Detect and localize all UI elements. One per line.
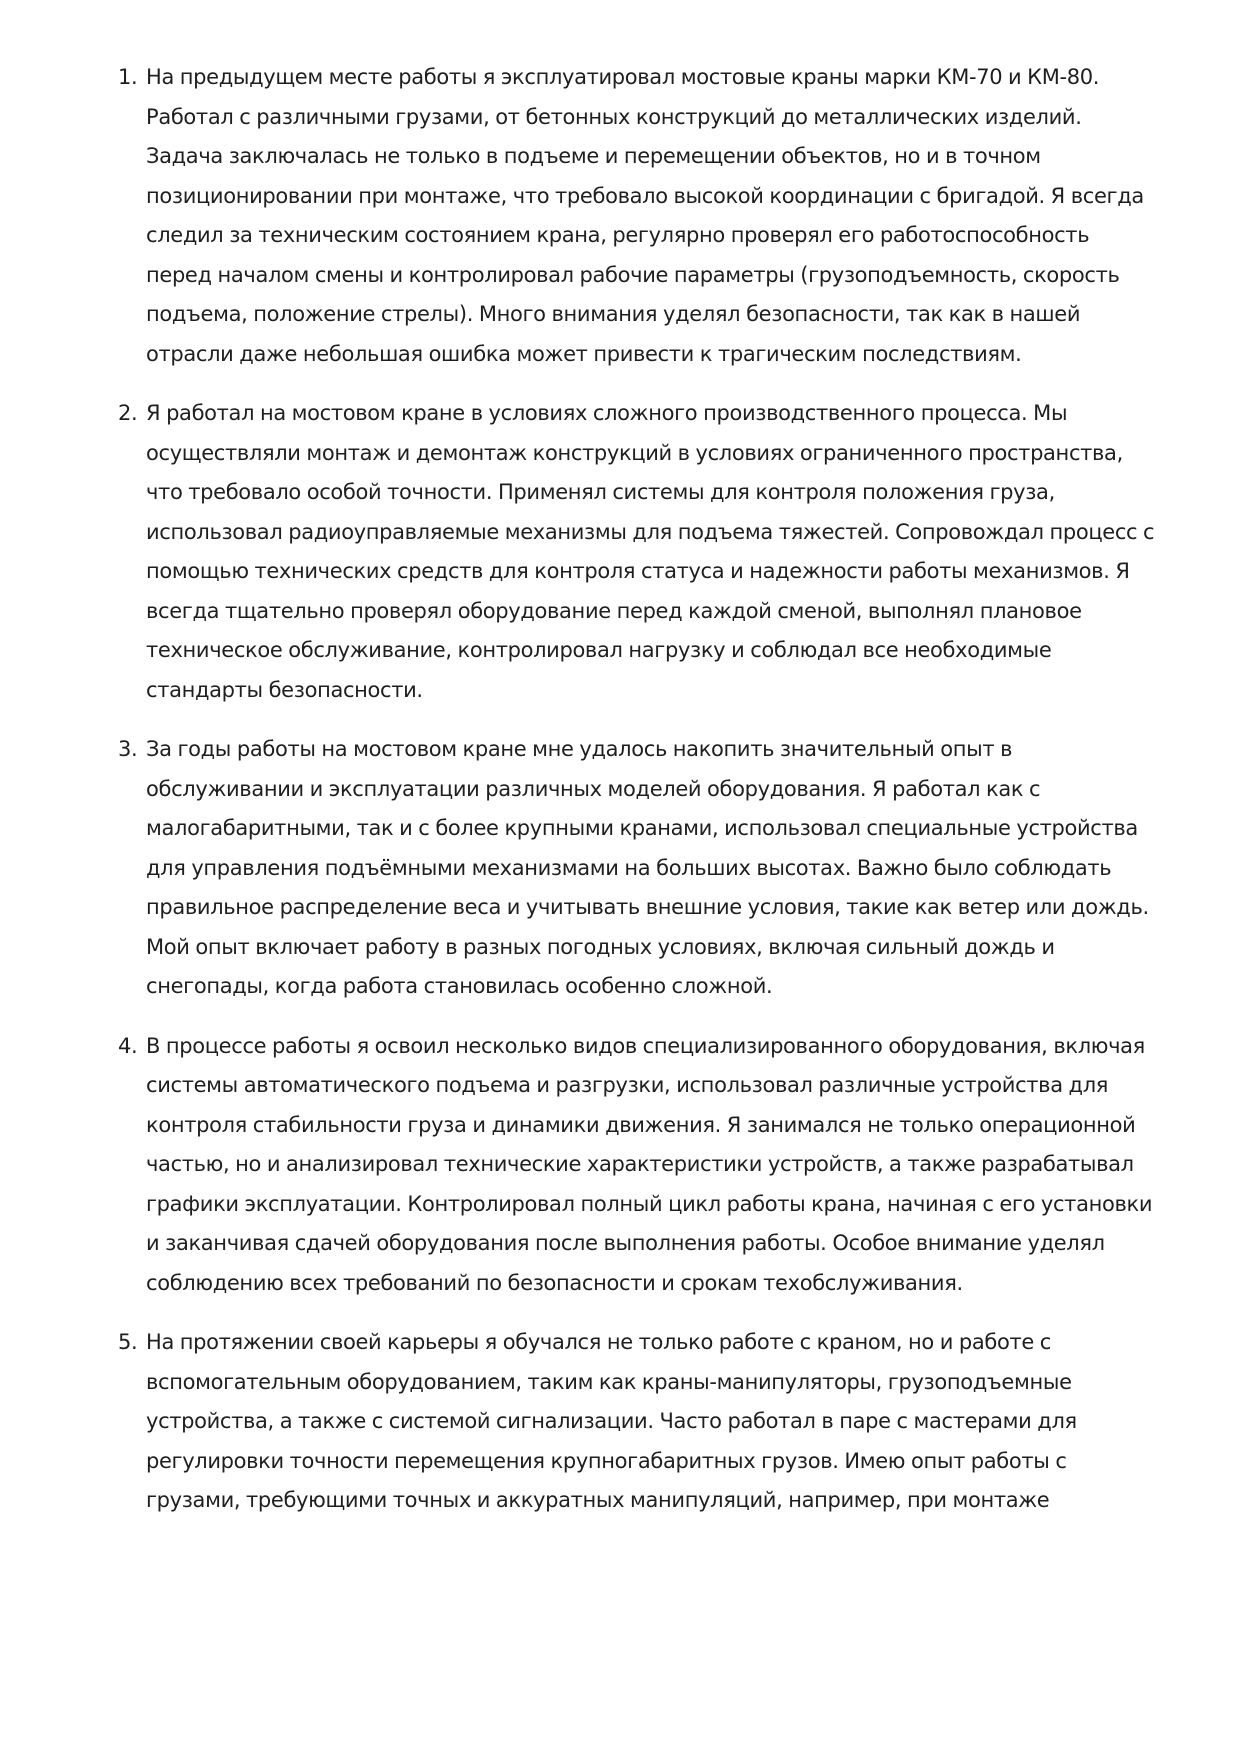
list-item-number: 4. xyxy=(118,1033,138,1058)
list-item-number: 1. xyxy=(118,65,138,89)
list-item-number: 3. xyxy=(118,737,138,761)
list-item-text: За годы работы на мостовом кране мне удалось накопить значительный опыт в обслуживании и эксплуатации различных моделей оборудования. Я работал как с малогабаритными, так и с более крупными кранами, использовал специальные устройства для управления подъёмными механизмами на больших высотах. Важно было соблюдать правильное распределение веса и учитывать внешние условия, такие как ветер или дождь. Мой опыт включает работу в разных погодных условиях, включая сильный дождь и снегопады, когда работа становилась особенно сложной. xyxy=(146,737,1149,998)
list-item-text: Я работал на мостовом кране в условиях сложного производственного процесса. Мы осуществляли монтаж и демонтаж конструкций в условиях ограниченного пространства, что требовало особой точности. Применял системы для контроля положения груза, использовал радиоуправляемые механизмы для подъема тяжестей. Сопровождал процесс с помощью технических средств для контроля статуса и надежности работы механизмов. Я всегда тщательно проверял оборудование перед каждой сменой, выполнял плановое техническое обслуживание, контролировал нагрузку и соблюдал все необходимые стандарты безопасности. xyxy=(146,401,1155,702)
list-item xyxy=(118,394,1158,710)
document-page xyxy=(118,58,1158,1541)
list-item-number: 2. xyxy=(118,401,138,425)
list-item xyxy=(118,58,1158,374)
experience-list xyxy=(118,58,1158,1521)
list-item-text: В процессе работы я освоил несколько видов специализированного оборудования, включая системы автоматического подъема и разгрузки, использовал различные устройства для контроля стабильности груза и динамики движения. Я занимался не только операционной частью, но и анализировал технические характеристики устройств, а также разрабатывал графики эксплуатации. Контролировал полный цикл работы крана, начиная с его установки и заканчивая сдачей оборудования после выполнения работы. Особое внимание уделял соблюдению всех требований по безопасности и срокам техобслуживания. xyxy=(146,1033,1153,1295)
list-item xyxy=(118,1323,1158,1521)
list-item-number: 5. xyxy=(118,1330,138,1354)
list-item xyxy=(118,730,1158,1007)
list-item xyxy=(118,1027,1158,1304)
list-item-text: На протяжении своей карьеры я обучался не только работе с краном, но и работе с вспомогательным оборудованием, таким как краны-манипуляторы, грузоподъемные устройства, а также с системой сигнализации. Часто работал в паре с мастерами для регулировки точности перемещения крупногабаритных грузов. Имею опыт работы с грузами, требующими точных и аккуратных манипуляций, например, при монтаже xyxy=(146,1330,1077,1512)
list-item-text: На предыдущем месте работы я эксплуатировал мостовые краны марки КМ-70 и КМ-80. Работал с различными грузами, от бетонных конструкций до металлических изделий. Задача заключалась не только в подъеме и перемещении объектов, но и в точном позиционировании при монтаже, что требовало высокой координации с бригадой. Я всегда следил за техническим состоянием крана, регулярно проверял его работоспособность перед началом смены и контролировал рабочие параметры (грузоподъемность, скорость подъема, положение стрелы). Много внимания уделял безопасности, так как в нашей отрасли даже небольшая ошибка может привести к трагическим последствиям. xyxy=(146,65,1144,366)
